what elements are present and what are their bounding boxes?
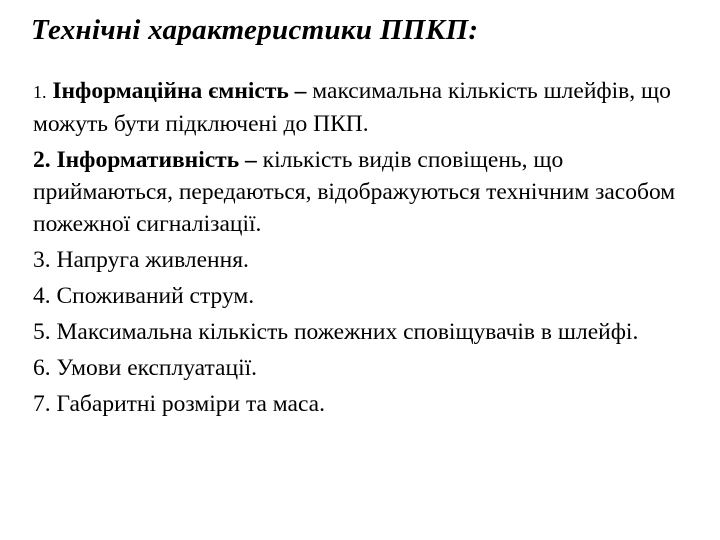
item-text: Габаритні розміри та маса. bbox=[56, 391, 325, 417]
item-term: Інформаційна ємність bbox=[52, 78, 289, 104]
item-text: максимальна кількість шлейфів, що можуть бути підключені до ПКП. bbox=[33, 78, 671, 137]
list-item-6 bbox=[33, 352, 705, 384]
item-term: Інформативність bbox=[56, 147, 240, 173]
list-item-7 bbox=[33, 388, 705, 420]
list-item-4 bbox=[33, 280, 705, 312]
list-item-2 bbox=[33, 144, 705, 240]
item-number: 7. bbox=[33, 391, 51, 417]
slide-title: Технічні характеристики ППКП: bbox=[31, 14, 479, 46]
item-text: Умови експлуатації. bbox=[56, 355, 257, 381]
item-number: 3. bbox=[33, 247, 51, 273]
item-number: 2. bbox=[33, 147, 51, 173]
item-text: Максимальна кількість пожежних сповіщувачів в шлейфі. bbox=[56, 319, 639, 345]
list-item-3 bbox=[33, 244, 705, 276]
list-item-5 bbox=[33, 316, 705, 348]
item-text: Напруга живлення. bbox=[56, 247, 249, 273]
item-number: 5. bbox=[33, 319, 51, 345]
item-dash: – bbox=[239, 147, 263, 173]
item-number: 1. bbox=[33, 82, 47, 102]
item-dash: – bbox=[288, 78, 313, 104]
item-text: кількість видів сповіщень, що приймаються, передаються, відображуються технічним засобом пожежної сигналізації. bbox=[33, 147, 676, 237]
characteristics-list bbox=[33, 75, 705, 424]
item-number: 4. bbox=[33, 283, 51, 309]
item-text: Споживаний струм. bbox=[56, 283, 255, 309]
list-item-1 bbox=[33, 75, 705, 140]
item-number: 6. bbox=[33, 355, 51, 381]
